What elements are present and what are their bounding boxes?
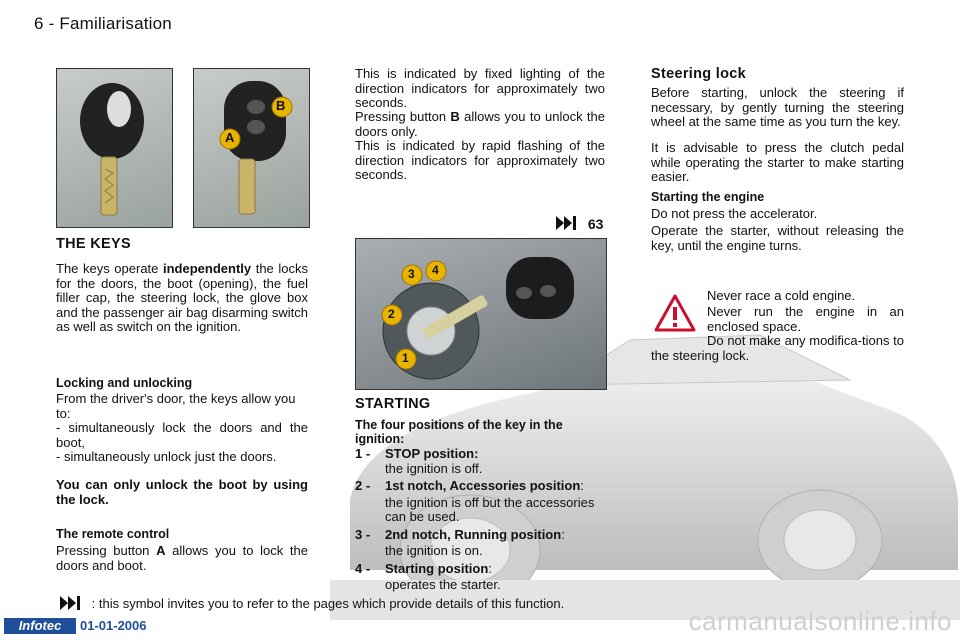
keys-intro-rest: the locks for the doors, the boot (opening), the fuel filler cap, the steering lock, the glove box and the passenger air bag disarming switch as well as switch on the ignition. — [56, 261, 308, 334]
remote-cont-p2 — [355, 110, 605, 139]
remote-cont-p2-pre: Pressing button — [355, 109, 451, 124]
warning-icon — [654, 294, 696, 332]
position-2-desc: the ignition is off but the accessories can be used. — [385, 494, 595, 524]
position-3-suffix: : — [561, 526, 565, 542]
warning-line1: Never race a cold engine. — [707, 288, 856, 303]
position-4-name: Starting position — [385, 560, 489, 576]
remote-cont-p1: This is indicated by fixed lighting of the direction indicators for approximately two seconds. — [355, 66, 605, 110]
position-4 — [355, 562, 605, 593]
remote-button-a: A — [156, 543, 166, 558]
position-3-name: 2nd notch, Running position — [385, 526, 562, 542]
steering-p1: Before starting, unlock the steering if necessary, by gently turning the steering wheel at the same time as you turn the key. — [651, 85, 904, 129]
position-4-desc: operates the starter. — [385, 577, 501, 592]
steering-p2: It is advisable to press the clutch pedal while operating the starter to make starting easier. — [651, 140, 904, 184]
page-title: 6 - Familiarisation — [34, 14, 172, 33]
starting-subheading: The four positions of the key in the ignition: — [355, 418, 563, 446]
position-2-marker: 2 — [388, 307, 395, 321]
locking-intro: From the driver's door, the keys allow you to: — [56, 391, 296, 421]
keys-intro-text: The keys operate — [56, 261, 163, 276]
footer-note — [60, 596, 564, 612]
keys-intro — [56, 262, 308, 335]
key-icon — [57, 69, 172, 227]
page-ref-icon — [60, 596, 82, 610]
warning-line3-text: Do not make any modifica-tions to the steering lock. — [651, 333, 904, 363]
remote-pre: Pressing button — [56, 543, 157, 558]
position-3-desc: the ignition is on. — [385, 543, 483, 558]
infotec-logo: Infotec — [4, 618, 76, 634]
position-2 — [355, 479, 605, 525]
position-1-marker: 1 — [402, 351, 409, 365]
remote-post: allows you to lock the doors and boot. — [56, 543, 308, 573]
engine-heading: Starting the engine — [651, 190, 765, 204]
page-ref-number: 63 — [587, 216, 604, 232]
watermark: carmanualsonline.info — [688, 606, 952, 636]
page-reference[interactable] — [556, 216, 603, 232]
remote-key-icon — [194, 69, 309, 227]
ignition-photo — [355, 238, 607, 390]
position-2-name: 1st notch, Accessories position — [385, 478, 581, 493]
remote-cont-button-b: B — [450, 109, 460, 124]
position-3-marker: 3 — [408, 267, 415, 281]
remote-cont-p2-post: allows you to unlock the doors only. — [355, 109, 605, 139]
engine-p1: Do not press the accelerator. — [651, 206, 818, 221]
position-1-name: STOP position: — [385, 446, 479, 461]
remote-heading: The remote control — [56, 527, 170, 541]
warning-line2: Never run the engine in an enclosed space. — [707, 304, 904, 334]
footer-note-text: : this symbol invites you to refer to the pages which provide details of this function. — [91, 596, 565, 611]
steering-heading: Steering lock — [651, 66, 746, 82]
position-4-suffix: : — [488, 560, 492, 576]
position-1-num: 1 - — [355, 446, 371, 461]
remote-cont-p3: This is indicated by rapid flashing of the direction indicators for approximately two seconds. — [355, 138, 605, 182]
locking-note: You can only unlock the boot by using the lock. — [56, 477, 308, 507]
page-ref-icon — [556, 216, 578, 230]
key-photo — [56, 68, 173, 228]
locking-item-1: - simultaneously lock the doors and the boot, — [56, 420, 308, 450]
position-2-num: 2 - — [355, 478, 371, 493]
locking-heading: Locking and unlocking — [56, 376, 193, 390]
locking-item-2: - simultaneously unlock just the doors. — [56, 449, 277, 464]
position-3 — [355, 528, 605, 559]
keys-heading: THE KEYS — [56, 236, 131, 252]
remote-key-photo — [193, 68, 310, 228]
warning-line3 — [651, 334, 904, 363]
engine-p2: Operate the starter, without releasing the key, until the engine turns. — [651, 223, 904, 253]
position-1-desc: the ignition is off. — [385, 460, 483, 476]
position-4-marker: 4 — [432, 263, 439, 277]
button-a-label: A — [225, 130, 235, 145]
position-1 — [355, 447, 605, 476]
position-2-suffix: : — [580, 478, 584, 493]
starting-heading: STARTING — [355, 396, 431, 412]
remote-text — [56, 544, 308, 573]
position-3-num: 3 - — [355, 526, 371, 542]
keys-intro-bold: independently — [163, 261, 252, 276]
button-b-label: B — [276, 98, 286, 113]
position-4-num: 4 - — [355, 560, 371, 576]
starting-positions — [355, 447, 605, 593]
footer-date: 01-01-2006 — [80, 618, 147, 633]
